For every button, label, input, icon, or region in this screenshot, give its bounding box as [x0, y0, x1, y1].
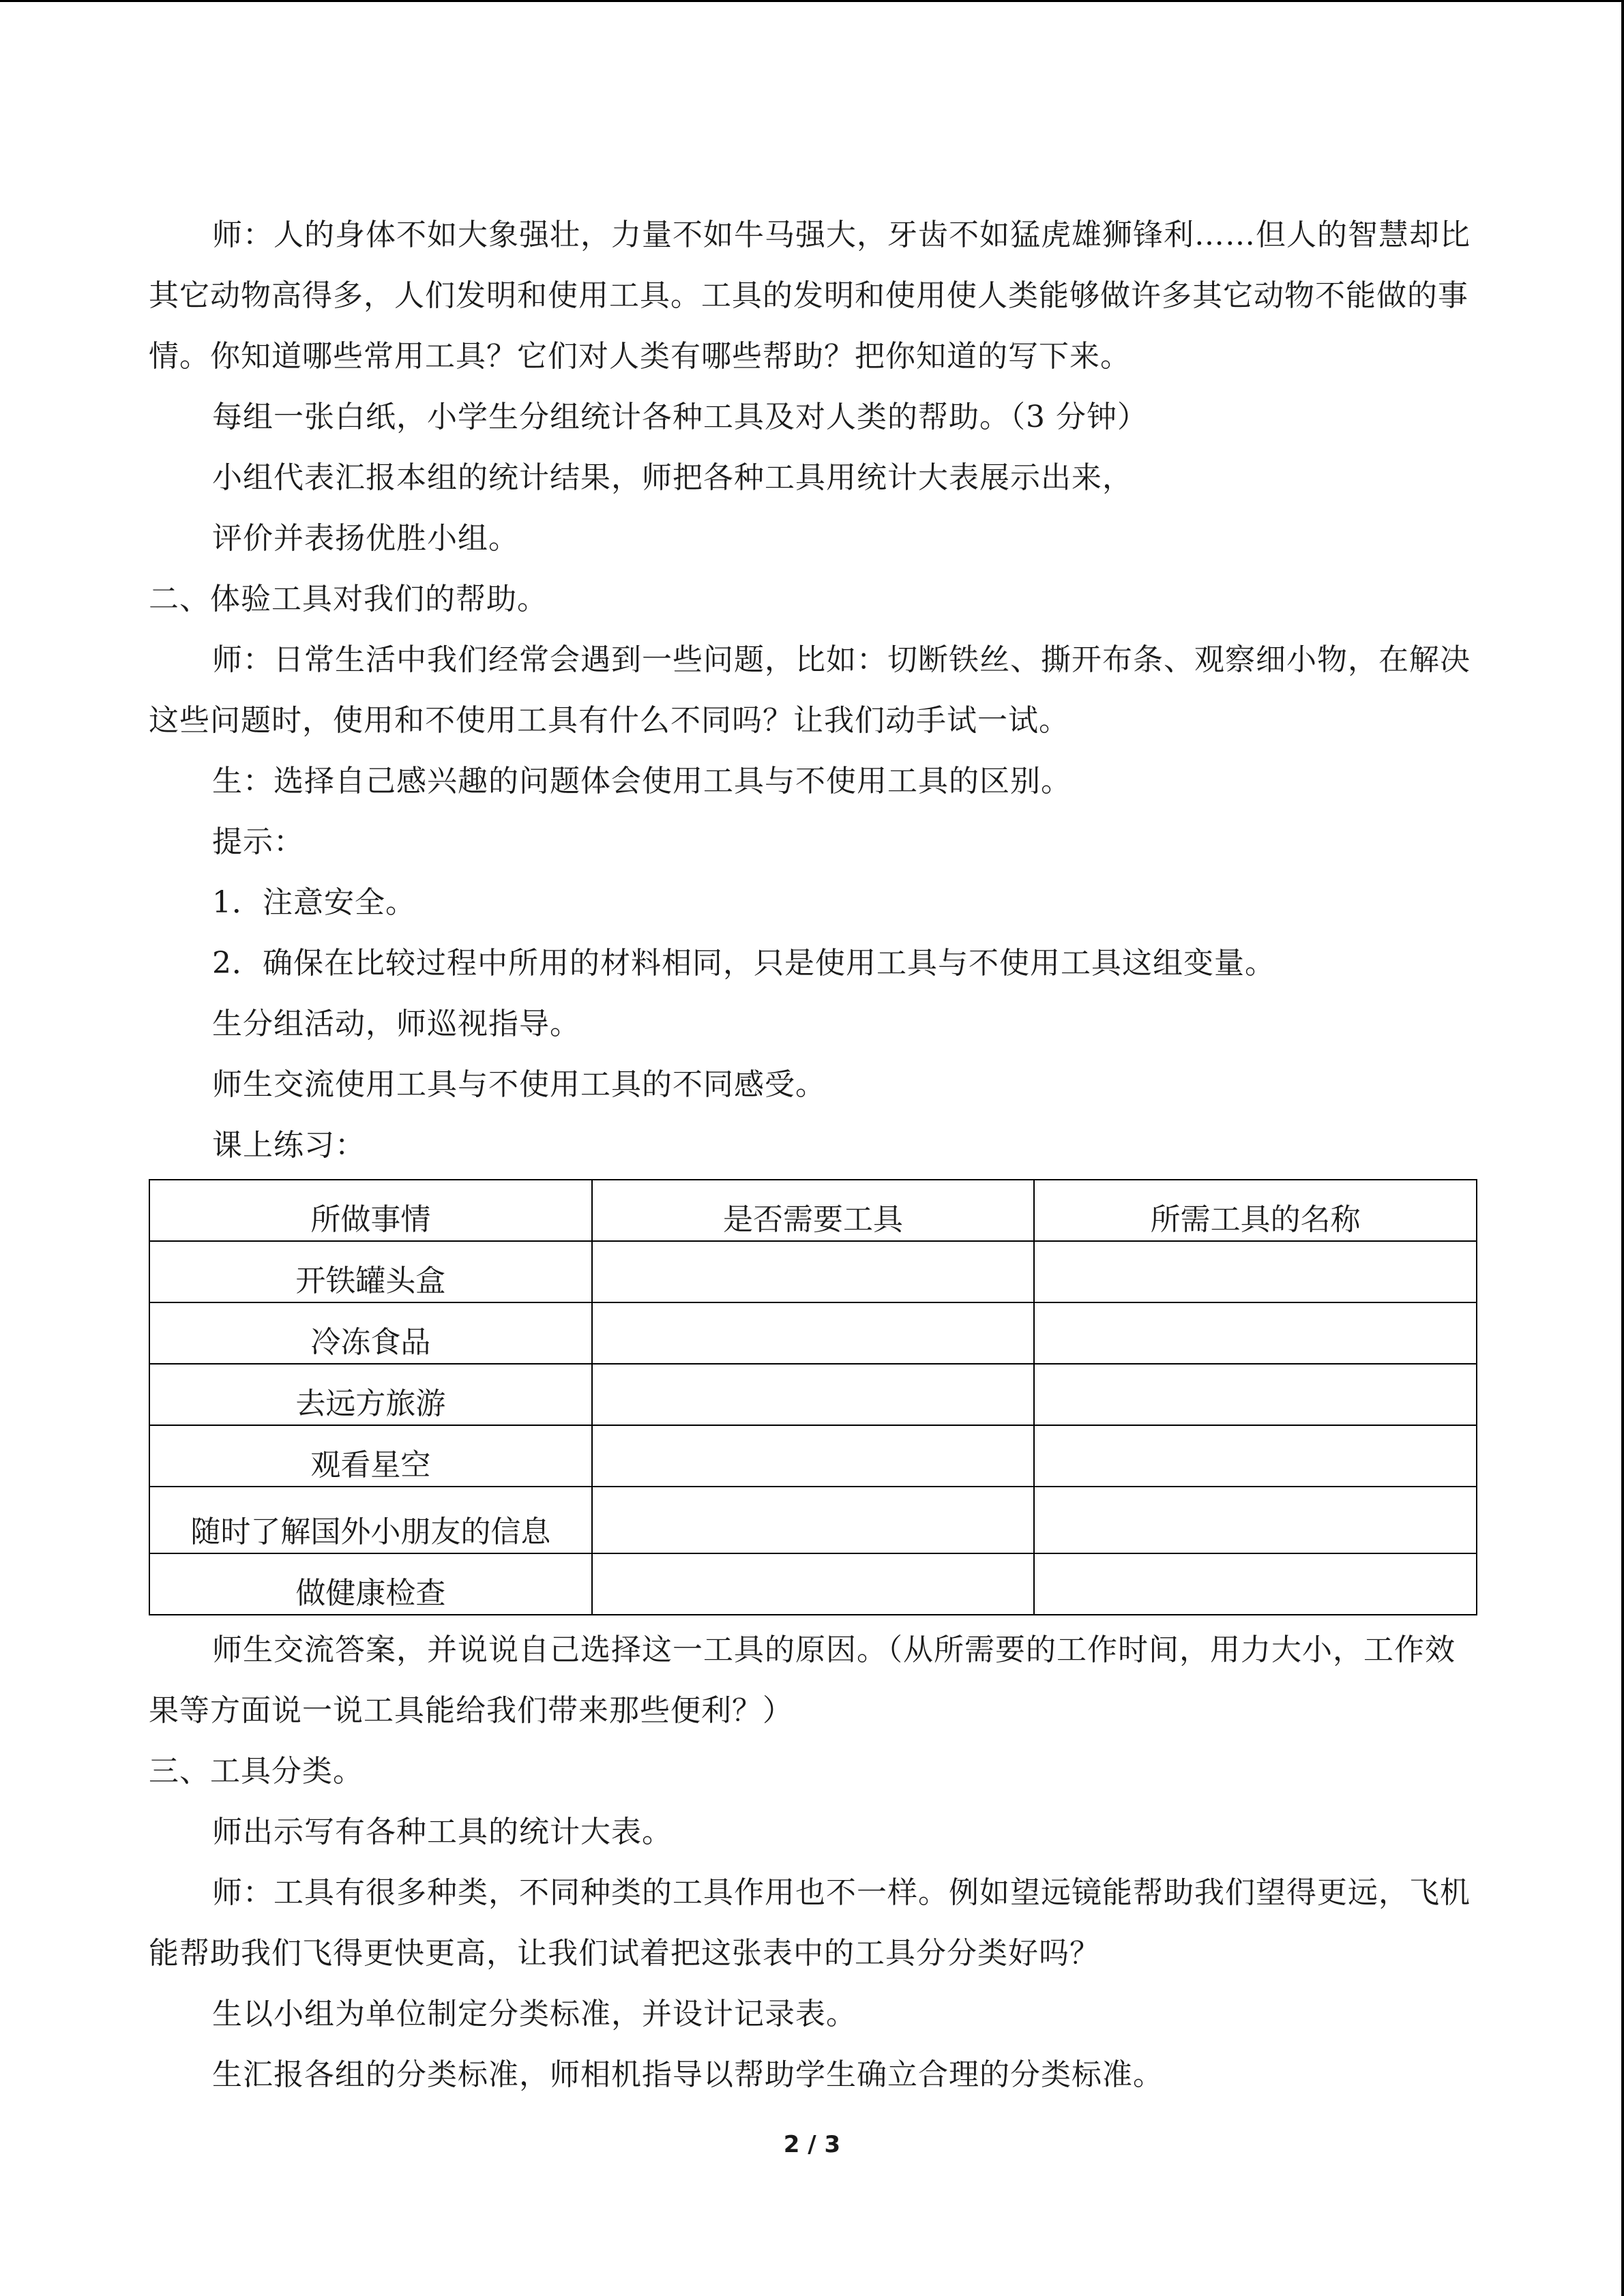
- table-header-cell: 所需工具的名称: [1034, 1180, 1477, 1241]
- page-number: 2 / 3: [783, 2131, 841, 2158]
- table-header-row: [149, 1180, 1477, 1241]
- tips-label: 提示：: [212, 824, 304, 859]
- document-body: [149, 205, 1475, 2105]
- table-cell-need-tool: [592, 1553, 1035, 1615]
- table-cell-tool-name: [1034, 1241, 1477, 1302]
- intro-paragraph-4: 评价并表扬优胜小组。: [212, 521, 519, 556]
- intro-paragraph-1: 师：人的身体不如大象强壮，力量不如牛马强大，牙齿不如猛虎雄狮锋利……但人的智慧却比其它动物高得多，人们发明和使用工具。工具的发明和使用使人类能够做许多其它动物不能做的事情。你知道哪些常用工具？它们对人类有哪些帮助？把你知道的写下来。: [149, 218, 1471, 374]
- section-3-paragraph-4: 生汇报各组的分类标准，师相机指导以帮助学生确立合理的分类标准。: [212, 2057, 1164, 2092]
- section-2-paragraph-5: 师生交流使用工具与不使用工具的不同感受。: [212, 1067, 826, 1102]
- table-cell-tool-name: [1034, 1487, 1477, 1553]
- section-2-heading: 二、体验工具对我们的帮助。: [149, 582, 548, 616]
- tip-item-2: 2．确保在比较过程中所用的材料相同，只是使用工具与不使用工具这组变量。: [212, 946, 1275, 981]
- table-cell-tool-name: [1034, 1302, 1477, 1364]
- after-table-paragraph: 师生交流答案，并说说自己选择这一工具的原因。（从所需要的工作时间，用力大小，工作效果等方面说一说工具能给我们带来那些便利？）: [149, 1632, 1456, 1728]
- table-row: [149, 1302, 1477, 1364]
- table-cell-tool-name: [1034, 1553, 1477, 1615]
- table-cell-task: 做健康检查: [149, 1553, 592, 1615]
- page-right-border: [1621, 0, 1624, 2296]
- section-3-paragraph-3: 生以小组为单位制定分类标准，并设计记录表。: [212, 1997, 857, 2031]
- table-cell-task: 随时了解国外小朋友的信息: [149, 1487, 592, 1553]
- table-cell-need-tool: [592, 1487, 1035, 1553]
- section-2-paragraph-1: 师：日常生活中我们经常会遇到一些问题，比如：切断铁丝、撕开布条、观察细小物，在解决这些问题时，使用和不使用工具有什么不同吗？让我们动手试一试。: [149, 642, 1471, 738]
- section-3-paragraph-1: 师出示写有各种工具的统计大表。: [212, 1815, 673, 1849]
- practice-table: [149, 1179, 1477, 1615]
- table-cell-need-tool: [592, 1425, 1035, 1487]
- exercise-label: 课上练习：: [212, 1128, 366, 1163]
- table-cell-tool-name: [1034, 1364, 1477, 1425]
- section-2-paragraph-2: 生：选择自己感兴趣的问题体会使用工具与不使用工具的区别。: [212, 764, 1072, 799]
- table-cell-task: 去远方旅游: [149, 1364, 592, 1425]
- section-3-paragraph-2: 师：工具有很多种类，不同种类的工具作用也不一样。例如望远镜能帮助我们望得更远，飞机能帮助我们飞得更快更高，让我们试着把这张表中的工具分分类好吗？: [149, 1875, 1471, 1971]
- intro-paragraph-2: 每组一张白纸，小学生分组统计各种工具及对人类的帮助。（3 分钟）: [212, 400, 1148, 434]
- table-header-cell: 是否需要工具: [592, 1180, 1035, 1241]
- page-top-border: [0, 0, 1624, 2]
- table-cell-tool-name: [1034, 1425, 1477, 1487]
- tip-item-1: 1．注意安全。: [212, 885, 416, 920]
- table-cell-need-tool: [592, 1302, 1035, 1364]
- table-cell-need-tool: [592, 1364, 1035, 1425]
- table-cell-task: 观看星空: [149, 1425, 592, 1487]
- table-cell-need-tool: [592, 1241, 1035, 1302]
- table-row: [149, 1364, 1477, 1425]
- table-row: [149, 1487, 1477, 1553]
- table-row: [149, 1553, 1477, 1615]
- section-3-heading: 三、工具分类。: [149, 1754, 364, 1789]
- section-2-paragraph-4: 生分组活动，师巡视指导。: [212, 1007, 580, 1041]
- table-row: [149, 1425, 1477, 1487]
- table-header-cell: 所做事情: [149, 1180, 592, 1241]
- table-row: [149, 1241, 1477, 1302]
- table-cell-task: 冷冻食品: [149, 1302, 592, 1364]
- table-cell-task: 开铁罐头盒: [149, 1241, 592, 1302]
- intro-paragraph-3: 小组代表汇报本组的统计结果，师把各种工具用统计大表展示出来，: [212, 460, 1133, 495]
